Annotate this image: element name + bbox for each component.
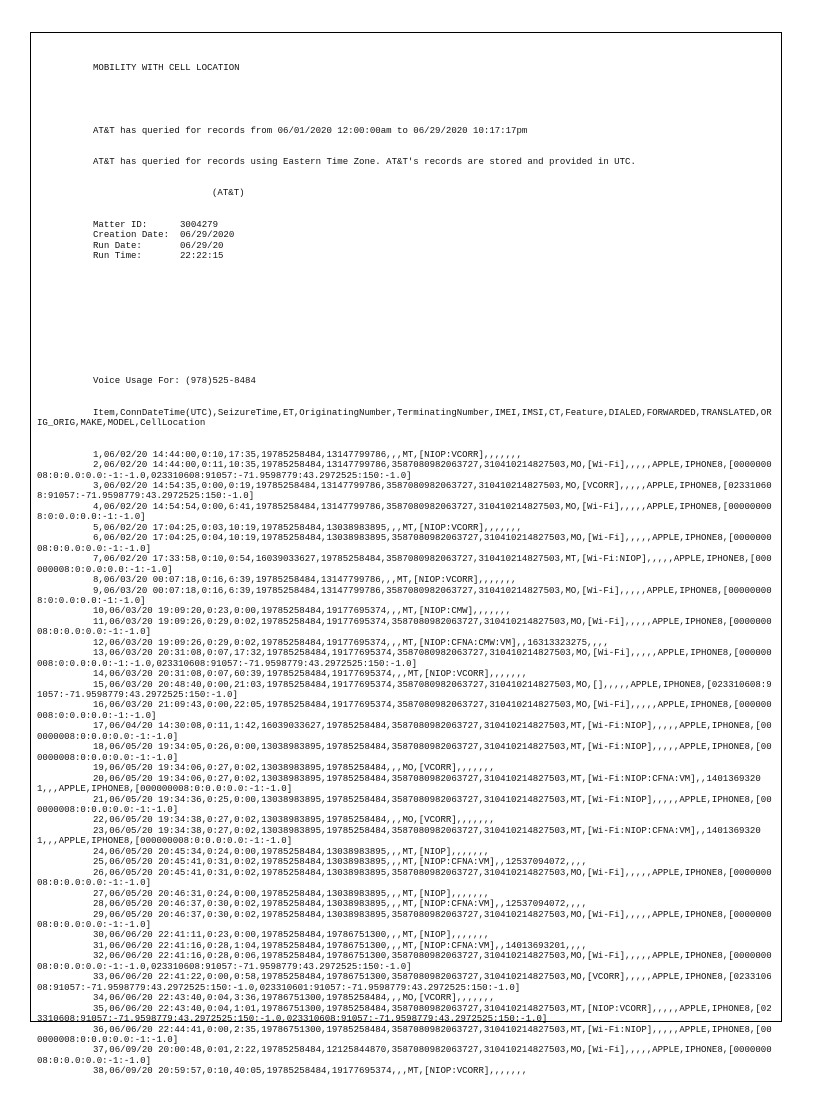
meta-value: 3004279 xyxy=(180,218,219,230)
blank-line xyxy=(37,282,775,292)
record-row: 32,06/06/20 22:41:16,0:28,0:06,19785258484,19786751300,3587080982063727,310410214827503,MO,[Wi-Fi],,,,,APPLE,IPHONE8,[000000008:0:0.0:0.0:-1:-1.0,023310608:91057:-71.9598779:43.2972525:150:-1.0] xyxy=(37,950,772,972)
meta-row xyxy=(37,241,775,251)
record-row: 30,06/06/20 22:41:11,0:23,0:00,19785258484,19786751300,,,MT,[NIOP],,,,,,, xyxy=(93,929,490,941)
organization-label: (AT&T) xyxy=(212,187,245,199)
record-row: 14,06/03/20 20:31:08,0:07,60:39,19785258484,19177695374,,,MT,[NIOP:VCORR],,,,,,, xyxy=(93,668,528,680)
voice-usage-heading: Voice Usage For: (978)525-8484 xyxy=(93,375,256,387)
column-header: Item,ConnDateTime(UTC),SeizureTime,ET,OriginatingNumber,TerminatingNumber,IMEI,IMSI,CT,Feature,DIALED,FORWARDED,TRANSLATED,ORIG_ORIG,MAKE,MODEL,CellLocation xyxy=(37,406,772,429)
record-row: 38,06/09/20 20:59:57,0:10,40:05,19785258484,19177695374,,,MT,[NIOP:VCORR],,,,,,, xyxy=(93,1065,528,1077)
record-row: 35,06/06/20 22:43:40,0:04,1:01,19786751300,19785258484,3587080982063727,310410214827503,MT,[NIOP:VCORR],,,,,APPLE,IPHONE8,[023310608:91057:-71.9598779:43.2972525:150:-1.0,023310608:91057:-71.9598779:43.2972525:150:-1.0] xyxy=(37,1002,772,1025)
meta-row xyxy=(37,230,775,240)
record-row: 6,06/02/20 17:04:25,0:04,10:19,19785258484,13038983895,3587080982063727,310410214827503,MO,[Wi-Fi],,,,,APPLE,IPHONE8,[000000008:0:0.0:0.0:-1:-1.0] xyxy=(37,532,772,554)
meta-value: 06/29/20 xyxy=(180,239,224,251)
record-row: 22,06/05/20 19:34:38,0:27,0:02,13038983895,19785258484,,,MO,[VCORR],,,,,,, xyxy=(93,814,495,826)
record-row: 4,06/02/20 14:54:54,0:00,6:41,19785258484,13147799786,3587080982063727,310410214827503,MO,[Wi-Fi],,,,,APPLE,IPHONE8,[000000008:0:0.0:0.0:-1:-1.0] xyxy=(37,500,772,523)
record-row: 36,06/06/20 22:44:41,0:00,2:35,19786751300,19785258484,3587080982063727,310410214827503,MT,[Wi-Fi:NIOP],,,,,APPLE,IPHONE8,[000000008:0:0.0:0.0:-1:-1.0] xyxy=(37,1023,772,1045)
document-page xyxy=(30,32,782,1077)
record-row: 16,06/03/20 21:09:43,0:00,22:05,19785258484,19177695374,3587080982063727,310410214827503,MO,[Wi-Fi],,,,,APPLE,IPHONE8,[000000008:0:0.0:0.0:-1:-1.0] xyxy=(37,699,772,721)
meta-label: Creation Date: xyxy=(93,229,170,241)
report-title: MOBILITY WITH CELL LOCATION xyxy=(93,61,240,73)
record-row: 10,06/03/20 19:09:20,0:23,0:00,19785258484,19177695374,,,MT,[NIOP:CMW],,,,,,, xyxy=(93,605,512,617)
call-records xyxy=(37,450,775,1077)
blank-line xyxy=(37,94,775,104)
record-row: 15,06/03/20 20:48:40,0:00,21:03,19785258484,19177695374,3587080982063727,310410214827503,MO,[],,,,,APPLE,IPHONE8,[023310608:91057:-71.9598779:43.2972525:150:-1.0] xyxy=(37,678,772,701)
record-row: 23,06/05/20 19:34:38,0:27,0:02,13038983895,19785258484,3587080982063727,310410214827503,MT,[Wi-Fi:NIOP:CFNA:VM],,14013693201,,,APPLE,IPHONE8,[000000008:0:0.0:0.0:-1:-1.0] xyxy=(37,824,761,847)
record-row: 18,06/05/20 19:34:05,0:26,0:00,13038983895,19785258484,3587080982063727,310410214827503,MT,[Wi-Fi:NIOP],,,,,APPLE,IPHONE8,[000000008:0:0.0:0.0:-1:-1.0] xyxy=(37,741,772,763)
meta-label: Matter ID: xyxy=(93,218,148,230)
record-row: 25,06/05/20 20:45:41,0:31,0:02,19785258484,13038983895,,,MT,[NIOP:CFNA:VM],,12537094072,,,, xyxy=(93,856,588,868)
meta-row xyxy=(37,251,775,261)
record-row: 17,06/04/20 14:30:08,0:11,1:42,16039033627,19785258484,3587080982063727,310410214827503,MT,[Wi-Fi:NIOP],,,,,APPLE,IPHONE8,[000000008:0:0.0:0.0:-1:-1.0] xyxy=(37,720,772,742)
record-row: 20,06/05/20 19:34:06,0:27,0:02,13038983895,19785258484,3587080982063727,310410214827503,MT,[Wi-Fi:NIOP:CFNA:VM],,14013693201,,,APPLE,IPHONE8,[000000008:0:0.0:0.0:-1:-1.0] xyxy=(37,772,761,795)
record-row: 34,06/06/20 22:43:40,0:04,3:36,19786751300,19785258484,,,MO,[VCORR],,,,,,, xyxy=(93,992,495,1004)
record-row: 1,06/02/20 14:44:00,0:10,17:35,19785258484,13147799786,,,MT,[NIOP:VCORR],,,,,,, xyxy=(93,448,522,460)
meta-label: Run Time: xyxy=(93,250,142,262)
blank-line xyxy=(37,314,775,324)
record-row: 37,06/09/20 20:00:48,0:01,2:22,19785258484,12125844870,3587080982063727,310410214827503,MO,[Wi-Fi],,,,,APPLE,IPHONE8,[000000008:0:0.0:0.0:-1:-1.0] xyxy=(37,1044,772,1066)
meta-value: 06/29/2020 xyxy=(180,229,235,241)
record-row: 29,06/05/20 20:46:37,0:30,0:02,19785258484,13038983895,3587080982063727,310410214827503,MO,[Wi-Fi],,,,,APPLE,IPHONE8,[000000008:0:0.0:0.0:-1:-1.0] xyxy=(37,908,772,930)
record-row: 3,06/02/20 14:54:35,0:00,0:19,19785258484,13147799786,3587080982063727,310410214827503,MO,[VCORR],,,,,APPLE,IPHONE8,[023310608:91057:-71.9598779:43.2972525:150:-1.0] xyxy=(37,479,772,502)
record-row: 19,06/05/20 19:34:06,0:27,0:02,13038983895,19785258484,,,MO,[VCORR],,,,,,, xyxy=(93,762,495,774)
record-row: 2,06/02/20 14:44:00,0:11,10:35,19785258484,13147799786,3587080982063727,310410214827503,MO,[Wi-Fi],,,,,APPLE,IPHONE8,[000000008:0:0.0:0.0:-1:-1.0,023310608:91057:-71.9598779:43.2972525:150:-1.0] xyxy=(37,459,772,481)
query-line: AT&T has queried for records using Eastern Time Zone. AT&T's records are stored and provided in UTC. xyxy=(93,155,636,167)
record-row: 27,06/05/20 20:46:31,0:24,0:00,19785258484,13038983895,,,MT,[NIOP],,,,,,, xyxy=(93,887,490,899)
query-line: AT&T has queried for records from 06/01/2020 12:00:00am to 06/29/2020 10:17:17pm xyxy=(93,124,528,136)
blank-line xyxy=(37,345,775,355)
record-row: 31,06/06/20 22:41:16,0:28,1:04,19785258484,19786751300,,,MT,[NIOP:CFNA:VM],,14013693201,,,, xyxy=(93,939,588,951)
record-row: 28,06/05/20 20:46:37,0:30,0:02,19785258484,13038983895,,,MT,[NIOP:CFNA:VM],,12537094072,,,, xyxy=(93,898,588,910)
record-row: 11,06/03/20 19:09:26,0:29,0:02,19785258484,19177695374,3587080982063727,310410214827503,MO,[Wi-Fi],,,,,APPLE,IPHONE8,[000000008:0:0.0:0.0:-1:-1.0] xyxy=(37,615,772,638)
record-row: 13,06/03/20 20:31:08,0:07,17:32,19785258484,19177695374,3587080982063727,310410214827503,MO,[Wi-Fi],,,,,APPLE,IPHONE8,[000000008:0:0.0:0.0:-1:-1.0,023310608:91057:-71.9598779:43.2972525:150:-1.0] xyxy=(37,647,772,669)
record-row: 21,06/05/20 19:34:36,0:25,0:00,13038983895,19785258484,3587080982063727,310410214827503,MT,[Wi-Fi:NIOP],,,,,APPLE,IPHONE8,[000000008:0:0.0:0.0:-1:-1.0] xyxy=(37,793,772,816)
matter-info xyxy=(37,220,775,262)
record-row: 9,06/03/20 00:07:18,0:16,6:39,19785258484,13147799786,3587080982063727,310410214827503,MO,[Wi-Fi],,,,,APPLE,IPHONE8,[000000008:0:0.0:0.0:-1:-1.0] xyxy=(37,584,772,606)
record-row: 7,06/02/20 17:33:58,0:10,0:54,16039033627,19785258484,3587080982063727,310410214827503,MT,[Wi-Fi:NIOP],,,,,APPLE,IPHONE8,[000000008:0:0.0:0.0:-1:-1.0] xyxy=(37,553,772,575)
meta-value: 22:22:15 xyxy=(180,250,224,262)
meta-label: Run Date: xyxy=(93,239,142,251)
record-row: 24,06/05/20 20:45:34,0:24,0:00,19785258484,13038983895,,,MT,[NIOP],,,,,,, xyxy=(93,845,490,857)
record-row: 5,06/02/20 17:04:25,0:03,10:19,19785258484,13038983895,,,MT,[NIOP:VCORR],,,,,,, xyxy=(93,521,522,533)
record-row: 12,06/03/20 19:09:26,0:29,0:02,19785258484,19177695374,,,MT,[NIOP:CFNA:CMW:VM],,16313323275,,,, xyxy=(93,636,609,648)
record-row: 33,06/06/20 22:41:22,0:00,0:58,19785258484,19786751300,3587080982063727,310410214827503,MO,[VCORR],,,,,APPLE,IPHONE8,[023310608:91057:-71.9598779:43.2972525:150:-1.0,023310601:91057:-71.9598779:43.2972525:150:-1.0] xyxy=(37,971,772,993)
record-row: 26,06/05/20 20:45:41,0:31,0:02,19785258484,13038983895,3587080982063727,310410214827503,MO,[Wi-Fi],,,,,APPLE,IPHONE8,[000000008:0:0.0:0.0:-1:-1.0] xyxy=(37,866,772,889)
report-body xyxy=(31,33,781,1098)
record-row: 8,06/03/20 00:07:18,0:16,6:39,19785258484,13147799786,,,MT,[NIOP:VCORR],,,,,,, xyxy=(93,574,517,586)
